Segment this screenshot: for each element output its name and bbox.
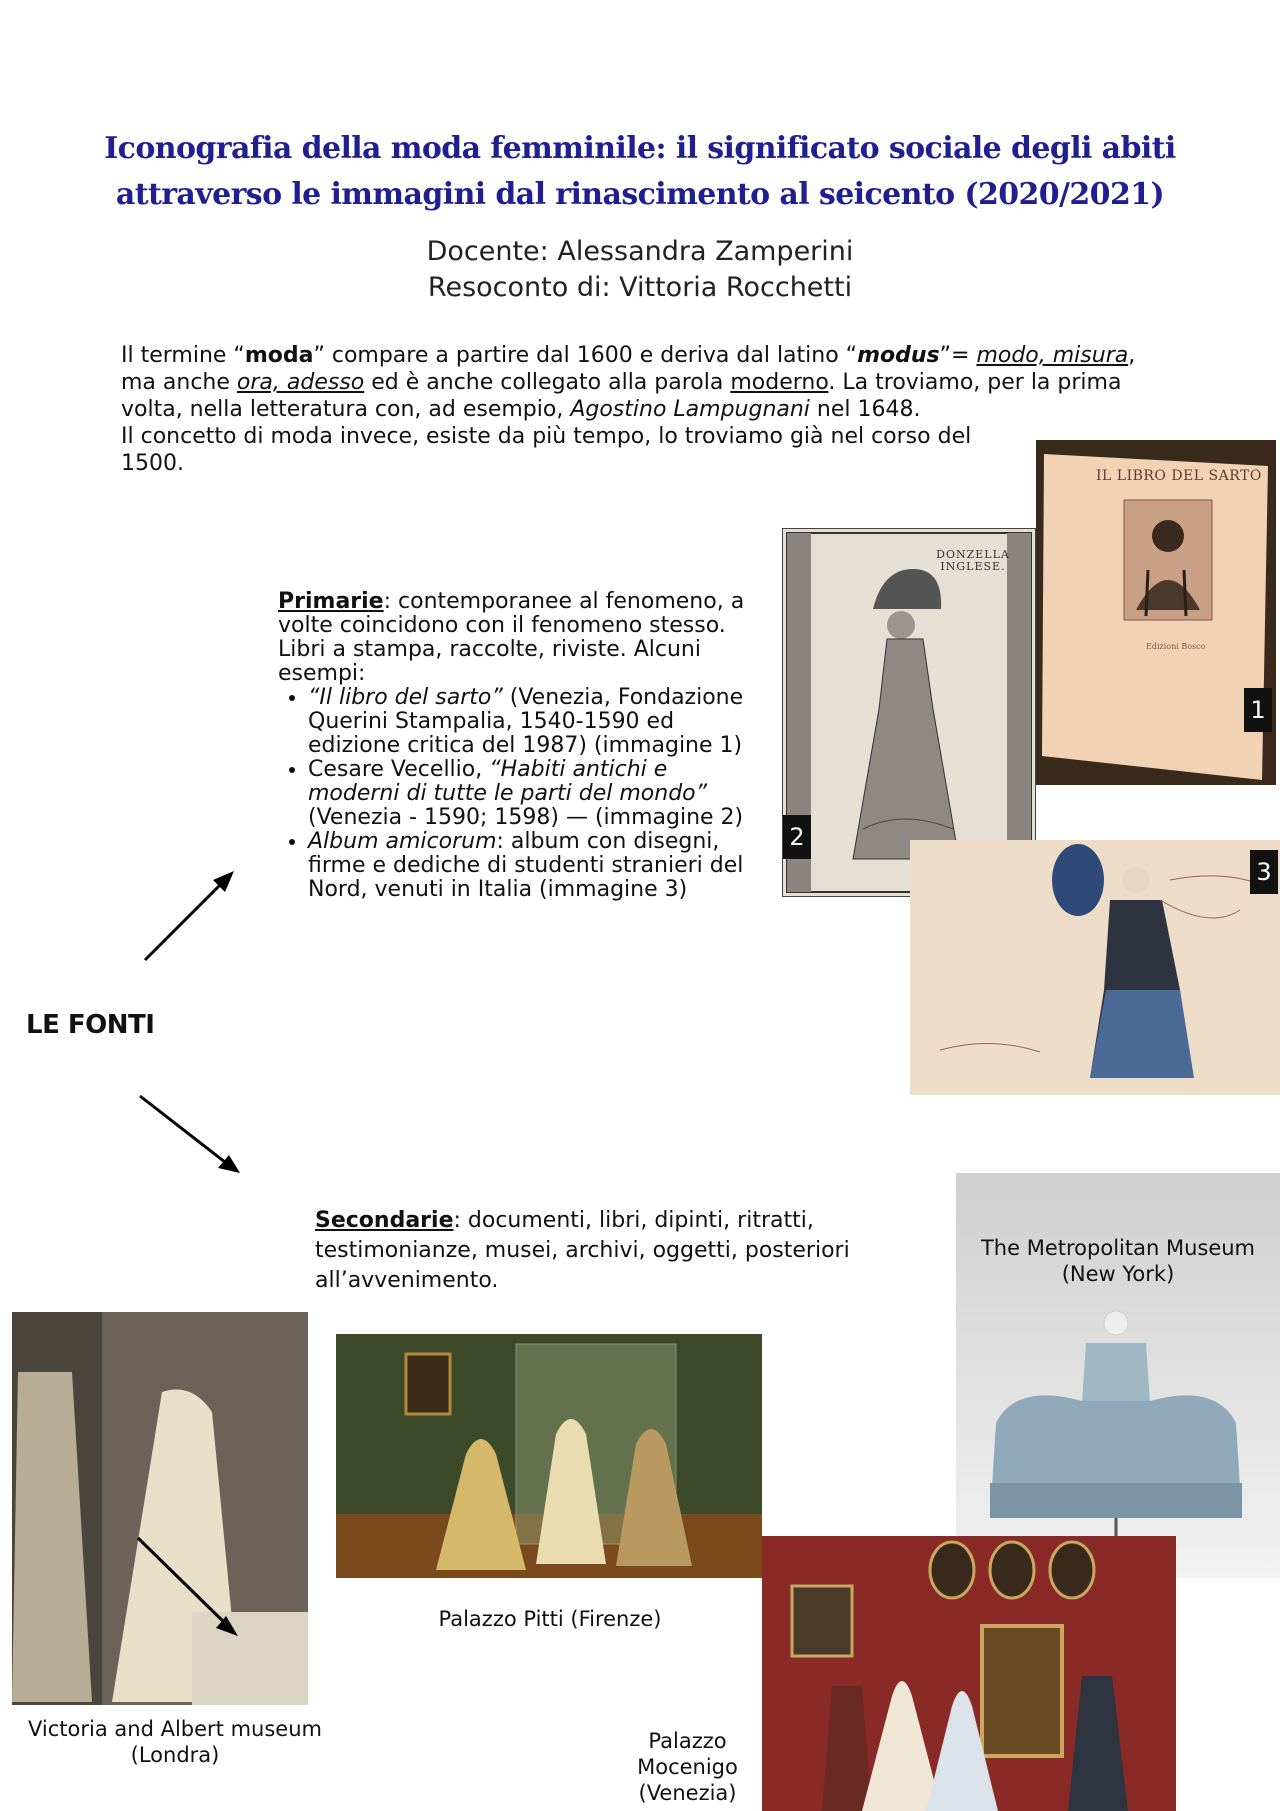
intro-text bbox=[121, 342, 1161, 477]
metropolitan-museum-image bbox=[956, 1173, 1280, 1578]
title-line-2: attraverso le immagini dal rinascimento al seicento (2020/2021) bbox=[115, 177, 1165, 212]
secondarie-block: Secondarie: documenti, libri, dipinti, ritratti, testimonianze, musei, archivi, oggetti, posteriori all’avvenimento. bbox=[315, 1208, 850, 1293]
pitti-caption: Palazzo Pitti (Firenze) bbox=[438, 1607, 662, 1631]
palazzo-pitti-image bbox=[336, 1334, 762, 1578]
image-number-badge: 3 bbox=[1250, 850, 1278, 894]
primarie-intro: Primarie: contemporanee al fenomeno, a volte coincidono con il fenomeno stesso. Libri a stampa, raccolte, riviste. Alcuni esempi: bbox=[278, 589, 745, 686]
mocenigo-caption: Palazzo Mocenigo (Venezia) bbox=[637, 1729, 738, 1805]
primarie-label: Primarie bbox=[278, 589, 384, 614]
book-publisher: Edizioni Bosco bbox=[1146, 642, 1206, 651]
album-amicorum-image bbox=[910, 840, 1280, 1095]
arrow-up-right-icon bbox=[130, 860, 240, 970]
victoria-albert-image bbox=[12, 1312, 308, 1705]
secondarie-label: Secondarie bbox=[315, 1208, 454, 1233]
image-number-badge: 2 bbox=[783, 815, 811, 859]
print-caption: DONZELLA INGLESE. bbox=[936, 548, 1010, 573]
arrow-down-right-icon bbox=[130, 1090, 250, 1180]
page-title bbox=[60, 126, 1220, 218]
list-item: • “Il libro del sarto” (Venezia, Fondazione Querini Stampalia, 1540-1590 ed edizione critica del 1987) (immagine 1) bbox=[308, 686, 758, 758]
list-item: • Cesare Vecellio, “Habiti antichi e moderni di tutte le parti del mondo” (Venezia - 1590; 1598) — (immagine 2) bbox=[308, 758, 758, 830]
book-title: IL LIBRO DEL SARTO bbox=[1096, 468, 1262, 484]
met-caption: The Metropolitan Museum (New York) bbox=[980, 1236, 1255, 1286]
docente: Docente: Alessandra Zamperini bbox=[426, 236, 854, 267]
resoconto: Resoconto di: Vittoria Rocchetti bbox=[427, 272, 853, 303]
palazzo-mocenigo-image bbox=[762, 1536, 1176, 1811]
va-caption: Victoria and Albert museum (Londra) bbox=[28, 1717, 322, 1767]
le-fonti-label: LE FONTI bbox=[26, 1010, 155, 1040]
title-line-1: Iconografia della moda femminile: il significato sociale degli abiti bbox=[104, 131, 1176, 166]
book-image bbox=[1036, 440, 1276, 785]
primarie-list bbox=[278, 686, 758, 902]
image-number-badge: 1 bbox=[1244, 688, 1272, 732]
intro-paragraph-1: Il termine “moda” compare a partire dal 1600 e deriva dal latino “modus”= modo, misura, ma anche ora, adesso ed è anche collegato alla parola moderno. La troviamo, per la prima volta, nella letteratura con, ad esempio, Agostino Lampugnani nel 1648. bbox=[121, 343, 1136, 422]
list-item: • Album amicorum: album con disegni, firme e dediche di studenti stranieri del Nord, venuti in Italia (immagine 3) bbox=[308, 830, 758, 902]
primarie-block bbox=[278, 590, 758, 902]
intro-paragraph-2: Il concetto di moda invece, esiste da più tempo, lo troviamo già nel corso del 1500. bbox=[121, 424, 972, 476]
